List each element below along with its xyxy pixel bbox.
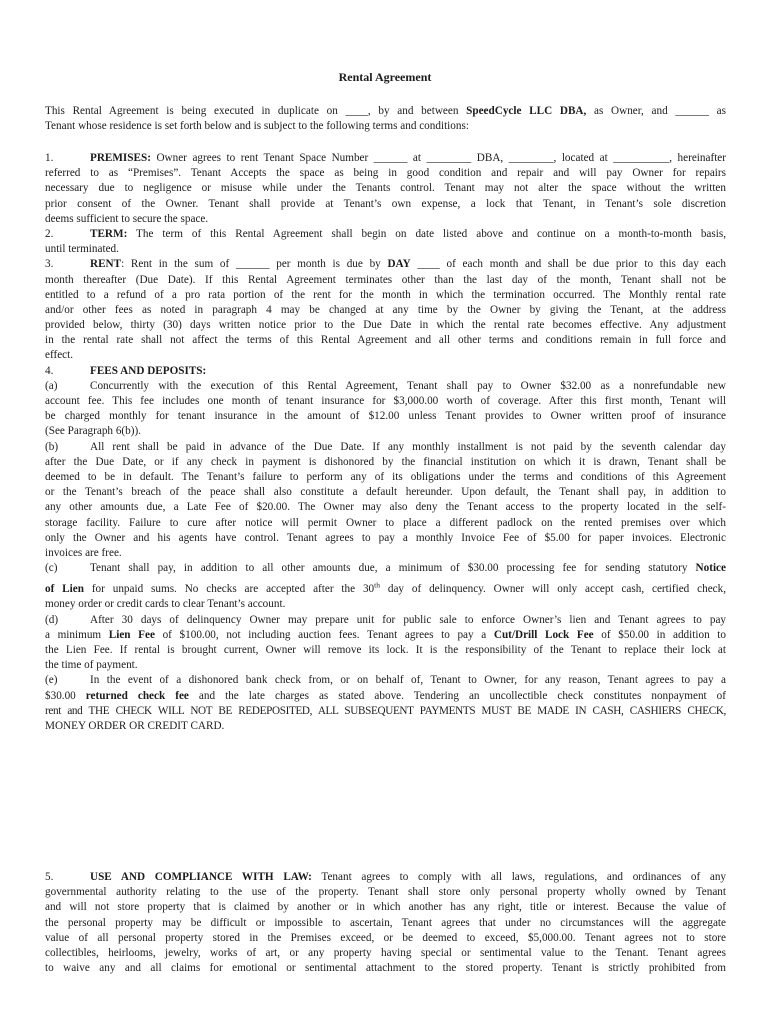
subsection-line xyxy=(45,613,726,628)
section-number: 1. xyxy=(45,152,54,164)
section-number: 3. xyxy=(45,258,54,271)
subsection-line xyxy=(45,561,726,576)
section-line xyxy=(45,364,726,379)
subsection-text: of $100.00, not including auction fees. Tenant agrees to pay a xyxy=(154,628,494,641)
section-line: the personal property may be difficult or impossible to ascertain, Tenant agrees that under no circumstances will the aggregate xyxy=(45,916,726,929)
section-line: value of all personal property stored in the Premises exceed, or be deemed to exceed, $5,000.00. Tenant agrees not to store xyxy=(45,931,726,944)
section-line: deems sufficient to secure the space. xyxy=(45,212,209,225)
subsection-label: (b) xyxy=(45,440,59,453)
section-heading: RENT xyxy=(90,258,122,271)
returned-check-fee-term: returned check fee xyxy=(85,689,189,702)
section-line: collectibles, heirlooms, jewelry, works of art, or any property having special or sentimental value to the Tenant. Tenant agrees xyxy=(45,946,726,959)
subsection-line xyxy=(45,673,726,688)
subsection-text: $30.00 xyxy=(45,689,86,702)
subsection-line xyxy=(45,440,726,455)
section-number: 5. xyxy=(45,871,54,883)
subsection-line: any other amounts due, a Late Fee of $20.00. The Owner may also deny the Tenant access to the property located in the self- xyxy=(45,501,726,514)
section-text: The term of this Rental Agreement shall begin on date listed above and continue on a month-to-month basis, xyxy=(127,227,726,240)
subsection-text: All rent shall be paid in advance of the Due Date. If any monthly installment is not paid by the seventh calendar day xyxy=(90,440,726,453)
subsection-c xyxy=(45,561,726,613)
owner-name: SpeedCycle LLC DBA, xyxy=(466,105,587,117)
subsection-text: and the late charges as stated above. Tendering an uncollectible check constitutes nonpayment of xyxy=(188,689,726,702)
section-line: necessary due to negligence or misuse while under the Tenants control. Tenant may not alter the space without the written xyxy=(45,182,726,195)
subsection-line: MONEY ORDER OR CREDIT CARD. xyxy=(45,719,225,732)
subsection-text: for unpaid sums. No checks are accepted after the 30 xyxy=(83,583,375,596)
lien-fee-term: Lien Fee xyxy=(108,628,155,641)
notice-term: Notice xyxy=(695,562,726,575)
section-term xyxy=(45,227,726,257)
subsection-d xyxy=(45,613,726,674)
subsection-line: money order or credit cards to clear Tenant’s account. xyxy=(45,598,286,611)
subsection-line: after the Due Date, or if any check in payment is dishonored by the financial institution on which it is drawn, Tenant shall be xyxy=(45,455,726,468)
section-line: in the rental rate shall not affect the terms of this Rental Agreement and all other terms and conditions remain in full force and xyxy=(45,334,726,347)
section-fees xyxy=(45,364,726,735)
subsection-line: storage facility. Failure to cure after notice will permit Owner to place a different padlock on the rented premises over which xyxy=(45,516,726,529)
intro-paragraph xyxy=(45,104,726,134)
subsection-text: In the event of a dishonored bank check from, or on behalf of, Tenant to Owner, for any reason, Tenant agrees to pay a xyxy=(90,674,726,687)
section-heading: PREMISES: xyxy=(90,152,151,164)
intro-line xyxy=(45,104,726,119)
subsection-text: a minimum xyxy=(45,628,109,641)
subsection-line: the time of payment. xyxy=(45,659,138,672)
section-rent xyxy=(45,257,726,363)
subsection-line: the Lien Fee. If rental is brought current, Owner will remove its lock. It is the responsibility of the Tenant to replace their lock at xyxy=(45,644,726,656)
subsection-line: only the Owner and his agents have control. Tenant agrees to pay a monthly Invoice Fee of $5.00 for paper invoices. Electronic xyxy=(45,531,726,544)
subsection-text: day of delinquency. Owner will only accept cash, certified check, xyxy=(380,583,727,596)
section-heading: TERM: xyxy=(90,227,128,240)
agreement-body xyxy=(45,151,726,734)
section-line: provided below, thirty (30) days written notice prior to the Due Date in which the rental rate becomes effective. Any adjustment xyxy=(45,319,726,332)
subsection-text: After 30 days of delinquency Owner may prepare unit for public sale to enforce Owner’s lien and Tenant agrees to pay xyxy=(90,613,726,626)
intro-text: as Owner, and ______ as xyxy=(586,105,726,117)
subsection-text: of $50.00 in addition to xyxy=(593,628,727,641)
subsection-line: invoices are free. xyxy=(45,546,122,559)
section-line: month thereafter (Due Date). If this Rental Agreement terminates other than the last day of the month, Tenant shall not be xyxy=(45,273,726,286)
section-line: and will not store property that is claimed by another or in which another has any right, title or interest. Because the value of xyxy=(45,901,726,914)
subsection-line xyxy=(45,689,726,704)
subsection-line: or the Tenant’s breach of the peace shall also constitute a default hereunder. Upon default, the Tenant shall pay, in addition to xyxy=(45,486,726,499)
section-line xyxy=(45,227,726,242)
section-line: until terminated. xyxy=(45,243,119,256)
lien-term: of Lien xyxy=(45,583,84,596)
intro-line: Tenant whose residence is set forth below and is subject to the following terms and conditions: xyxy=(45,120,469,133)
section-use-and-compliance xyxy=(45,870,726,976)
section-line xyxy=(45,151,726,166)
due-day-label: DAY xyxy=(387,258,411,271)
section-line xyxy=(45,257,726,272)
subsection-label: (c) xyxy=(45,562,58,575)
subsection-line xyxy=(45,628,726,643)
section-line: prior consent of the Owner. Tenant shall provide at Tenant’s own expense, a lock that Tenant, in Tenant’s sole discretion xyxy=(45,197,726,210)
section-heading: FEES AND DEPOSITS: xyxy=(90,364,207,377)
section-number: 4. xyxy=(45,364,54,377)
subsection-line xyxy=(45,576,726,597)
subsection-line xyxy=(45,379,726,394)
section-line: entitled to a refund of a pro rata portion of the rent for the month in which the termination occurred. The Monthly rental rate xyxy=(45,288,726,301)
section-line: referred to as “Premises”. Tenant Accepts the space as being in good condition and repair and will pay Owner for repairs xyxy=(45,167,726,180)
subsection-label: (d) xyxy=(45,613,59,626)
subsection-e xyxy=(45,673,726,734)
subsection-line: account fee. This fee includes one month of tenant insurance for $3,000.00 worth of coverage. After this first month, Tenant will xyxy=(45,395,726,407)
subsection-label: (a) xyxy=(45,379,58,392)
section-number: 2. xyxy=(45,227,54,240)
subsection-line: deemed to be in default. The Tenant’s failure to perform any of its obligations under the terms and conditions of this Agreement xyxy=(45,470,726,483)
ordinal-suffix: th xyxy=(374,580,380,590)
subsection-b xyxy=(45,440,726,562)
section-line: effect. xyxy=(45,349,74,362)
section-heading: USE AND COMPLIANCE WITH LAW: xyxy=(90,871,312,883)
subsection-a xyxy=(45,379,726,440)
section-line xyxy=(45,870,726,885)
lock-fee-term: Cut/Drill Lock Fee xyxy=(493,628,594,641)
subsection-line: (See Paragraph 6(b)). xyxy=(45,425,141,438)
section-line: governmental authority relating to the use of the property. Tenant shall store only personal property wholly owned by Tenant xyxy=(45,886,726,899)
intro-text: This Rental Agreement is being executed in duplicate on ____, by and between xyxy=(45,105,467,117)
section-line: to waive any and all claims for emotional or sentimental attachment to the stored property. Tenant is strictly prohibited from xyxy=(45,962,726,975)
subsection-line: rent and THE CHECK WILL NOT BE REDEPOSITED, ALL SUBSEQUENT PAYMENTS MUST BE MADE IN CASH, CASHIERS CHECK, xyxy=(45,704,726,717)
subsection-text: Concurrently with the execution of this Rental Agreement, Tenant shall pay to Owner $32.00 as a nonrefundable new xyxy=(90,379,726,392)
section-text: ____ of each month and shall be due prior to this day each xyxy=(410,258,726,271)
subsection-label: (e) xyxy=(45,674,58,687)
subsection-text: Tenant shall pay, in addition to all other amounts due, a minimum of $30.00 processing fee for sending statutory xyxy=(90,562,696,575)
section-text: : Rent in the sum of ______ per month is due by xyxy=(121,258,388,271)
section-text: Owner agrees to rent Tenant Space Number ______ at ________ DBA, ________, located at __________, hereinafter xyxy=(150,152,726,164)
section-premises xyxy=(45,151,726,227)
section-text: Tenant agrees to comply with all laws, regulations, and ordinances of any xyxy=(311,871,727,883)
section-line: and/or other fees as noted in paragraph 4 may be changed at any time by the Owner by giving the Tenant, at the address xyxy=(45,303,726,316)
document-title: Rental Agreement xyxy=(338,70,432,84)
subsection-line: be charged monthly for tenant insurance in the amount of $12.00 unless Tenant provides to Owner written proof of insurance xyxy=(45,410,726,423)
